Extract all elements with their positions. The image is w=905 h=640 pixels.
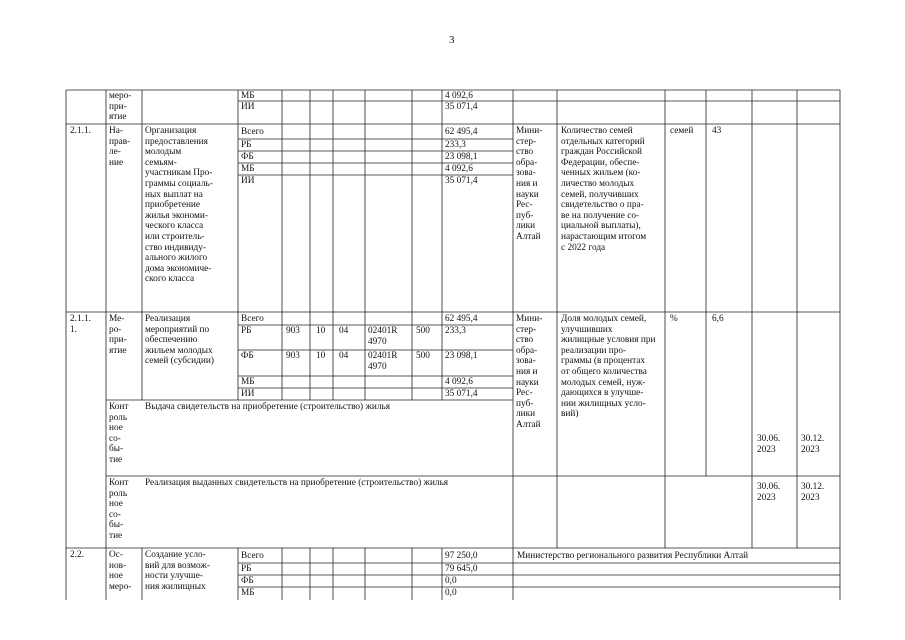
row-211-source-fb: ФБ — [241, 152, 254, 162]
event1-date-end: 30.12. 2023 — [801, 434, 825, 455]
row-2111-sum-ii: 35 071,4 — [445, 389, 478, 399]
row-2111-source-ii: ИИ — [241, 389, 255, 399]
row-211-sum-rb: 233,3 — [445, 140, 466, 150]
row-22-source-mb: МБ — [241, 588, 255, 598]
row-211-indicator: Количество семей отдельных категорий граждан Российской Федерации, обеспе- ченных жильем (ко- личество молодых семей, получивших свидетельство о пра- ве на получение со- циальной выплаты), нарастающим итогом с 2022 года — [561, 126, 647, 253]
event1-text: Выдача свидетельств на приобретение (строительство) жилья — [145, 402, 391, 412]
row-2111-name: Реализация мероприятий по обеспечению жильем молодых семей (субсидии) — [145, 314, 214, 367]
row-211-unit: семей — [670, 126, 694, 136]
top-source-ii: ИИ — [241, 102, 255, 112]
row-211-sum-ii: 35 071,4 — [445, 176, 478, 186]
event1-type: Конт роль ное со- бы- тие — [109, 402, 129, 465]
row-2111-executor: Мини- стер- ство обра- зова- ния и науки Рес- пуб- лики Алтай — [516, 314, 543, 430]
row-2111-rb-pr: 04 — [339, 326, 349, 336]
row-211-sum-total: 62 495,4 — [445, 127, 478, 137]
event2-type: Конт роль ное со- бы- тие — [109, 478, 129, 541]
row-211-sum-fb: 23 098,1 — [445, 152, 478, 162]
row-22-sum-mb: 0,0 — [445, 588, 457, 598]
row-2111-rb-rz: 10 — [316, 326, 326, 336]
row-2111-sum-fb: 23 098,1 — [445, 351, 478, 361]
row-2111-sum-rb: 233,3 — [445, 326, 466, 336]
event2-date-end: 30.12. 2023 — [801, 482, 825, 503]
event2-text: Реализация выданных свидетельств на приобретение (строительство) жилья — [145, 478, 449, 488]
row-211-source-total: Всего — [241, 127, 264, 137]
row-211-source-rb: РБ — [241, 140, 252, 150]
row-22-type: Ос- нов- ное меро- — [109, 550, 132, 592]
row-22-sum-fb: 0,0 — [445, 576, 457, 586]
row-2111-type: Ме- ро- при- ятие — [109, 314, 127, 356]
row-2111-sum-mb: 4 092,6 — [445, 377, 473, 387]
row-2111-fb-vr: 500 — [416, 351, 430, 361]
row-2111-source-rb: РБ — [241, 326, 252, 336]
row-211-source-ii: ИИ — [241, 176, 255, 186]
top-type-cell: меро- при- ятие — [109, 91, 132, 123]
row-211-name: Организация предоставления молодым семьям- участникам Про- граммы социаль- ных выплат на приобретение жилья экономи- ческого класса или строитель- ство индивиду- ального жилого дома экономиче- ского класса — [145, 126, 213, 285]
row-22-source-rb: РБ — [241, 564, 252, 574]
page-number: 3 — [449, 34, 455, 46]
row-211-type: На- прав- ле- ние — [109, 126, 131, 168]
row-2111-rb-grbs: 903 — [286, 326, 300, 336]
row-2111-fb-rz: 10 — [316, 351, 326, 361]
row-211-source-mb: МБ — [241, 164, 255, 174]
event1-date-start: 30.06. 2023 — [757, 434, 781, 455]
top-source-mb: МБ — [241, 91, 255, 101]
row-22-source-fb: ФБ — [241, 576, 254, 586]
row-2111-source-mb: МБ — [241, 377, 255, 387]
row-2111-rb-vr: 500 — [416, 326, 430, 336]
top-sum-mb: 4 092,6 — [445, 91, 473, 101]
row-2111-source-total: Всего — [241, 314, 264, 324]
row-2111-sum-total: 62 495,4 — [445, 314, 478, 324]
row-2111-unit: % — [670, 314, 678, 324]
row-22-number: 2.2. — [70, 550, 84, 560]
row-211-value: 43 — [712, 126, 722, 136]
event2-date-start: 30.06. 2023 — [757, 482, 781, 503]
row-2111-number: 2.1.1. 1. — [70, 314, 91, 335]
row-2111-indicator: Доля молодых семей, улучшивших жилищные условия при реализации про- граммы (в процентах от общего количества молодых семей, нуж- дающихся в улучше- нии жилищных усло- вий) — [561, 314, 656, 420]
row-22-name: Создание усло- вий для возмож- ности улучше- ния жилищных — [145, 550, 210, 592]
row-211-number: 2.1.1. — [70, 126, 91, 136]
row-2111-value: 6,6 — [712, 314, 724, 324]
top-sum-ii: 35 071,4 — [445, 102, 478, 112]
row-2111-fb-pr: 04 — [339, 351, 349, 361]
row-2111-source-fb: ФБ — [241, 351, 254, 361]
row-211-sum-mb: 4 092,6 — [445, 164, 473, 174]
row-2111-fb-csr: 02401R 4970 — [368, 351, 398, 372]
row-22-sum-rb: 79 645,0 — [445, 564, 478, 574]
row-2111-fb-grbs: 903 — [286, 351, 300, 361]
row-2111-rb-csr: 02401R 4970 — [368, 326, 398, 347]
row-211-executor: Мини- стер- ство обра- зова- ния и науки Рес- пуб- лики Алтай — [516, 126, 543, 242]
row-22-executor: Министерство регионального развития Республики Алтай — [517, 551, 749, 561]
row-22-sum-total: 97 250,0 — [445, 551, 478, 561]
row-22-source-total: Всего — [241, 551, 264, 561]
